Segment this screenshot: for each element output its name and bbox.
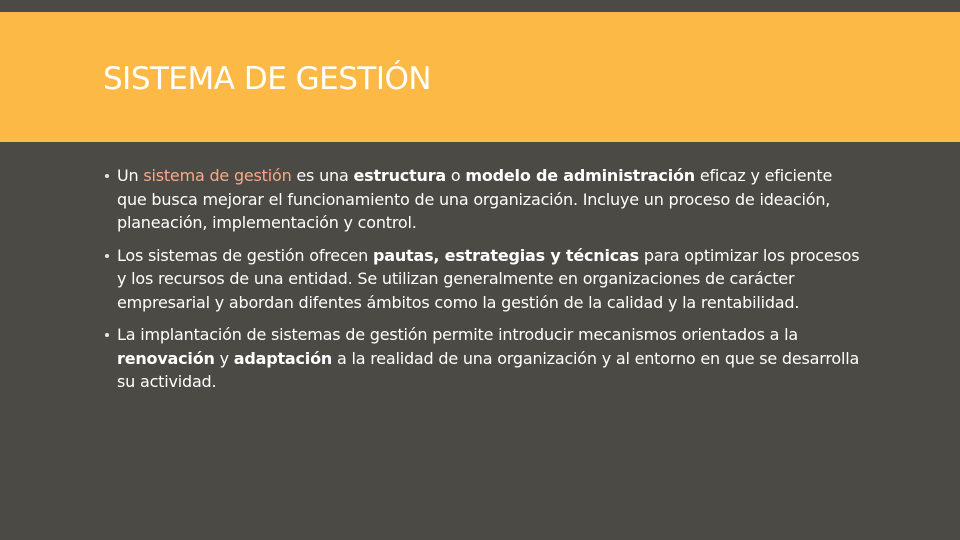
slide-title: SISTEMA DE GESTIÓN [103,61,432,97]
text: y [214,348,234,368]
bullet-dot-icon [105,174,109,178]
text: La implantación de sistemas de gestión permite introducir mecanismos orientados a la [117,325,798,344]
bold-adaptacion: adaptación [233,348,333,368]
bullet-item-2 [103,244,863,315]
bullet-item-3 [103,323,863,394]
highlight-sistema-de-gestion: sistema de gestión [143,166,292,185]
text: para optimizar los procesos y los recursos de una entidad. Se utilizan generalmente en organizaciones de carácter empresarial y abordan difentes ámbitos como la gestión de la calidad y la rentabilidad. [117,245,860,312]
text: eficaz y eficiente que busca mejorar el funcionamiento de una organización. Incluye un proceso de ideación, planeación, implementación y control. [117,166,833,232]
top-strip [0,0,960,12]
bold-estructura: estructura [353,166,446,185]
bullet-item-1 [103,164,863,235]
text: Los sistemas de gestión ofrecen [117,245,374,265]
bold-modelo-de-administracion: modelo de administración [465,166,695,185]
bullet-dot-icon [105,333,109,337]
bold-pautas-estrategias-tecnicas: pautas, estrategias y técnicas [373,245,639,265]
text: o [446,166,466,185]
text: es una [291,166,354,185]
bullet-list [103,164,863,394]
text: Un [117,166,144,185]
bullet-dot-icon [105,254,109,258]
bold-renovacion: renovación [117,348,215,368]
text: a la realidad de una organización y al entorno en que se desarrolla su actividad. [117,348,860,391]
